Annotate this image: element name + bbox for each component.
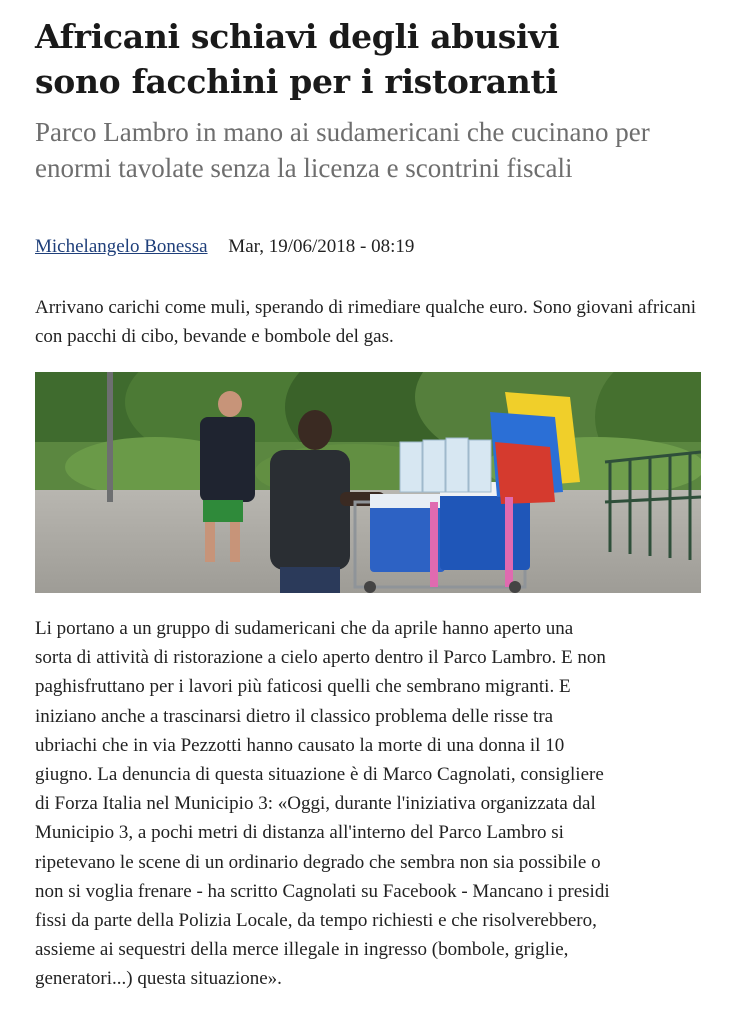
body-line: paghisfruttano per i lavori più faticosi quelli che sembrano migranti. E	[35, 676, 571, 698]
article-body	[35, 614, 715, 994]
body-line: iniziano anche a trascinarsi dietro il classico problema delle risse tra	[35, 705, 554, 727]
body-line: di Forza Italia nel Municipio 3: «Oggi, durante l'iniziativa organizzata dal	[35, 793, 596, 815]
body-line: Li portano a un gruppo di sudamericani che da aprile hanno aperto una	[35, 618, 574, 639]
body-line: non si voglia frenare - ha scritto Cagnolati su Facebook - Mancano i presidi	[35, 880, 610, 902]
author-link[interactable]: Michelangelo Bonessa	[35, 236, 208, 257]
headline	[35, 14, 715, 104]
byline	[35, 236, 715, 258]
headline-line-1: Africani schiavi degli abusivi	[35, 17, 560, 56]
subheadline: Parco Lambro in mano ai sudamericani che cucinano per enormi tavolate senza la licenza e scontrini fiscali	[35, 117, 650, 183]
body-line: Municipio 3, a pochi metri di distanza all'interno del Parco Lambro si	[35, 822, 564, 844]
article-photo	[35, 372, 701, 593]
body-line: ubriachi che in via Pezzotti hanno causato la morte di una donna il 10	[35, 734, 565, 756]
lead-paragraph: Arrivano carichi come muli, sperando di rimediare qualche euro. Sono giovani africani con pacchi di cibo, bevande e bombole del gas.	[35, 297, 697, 347]
body-line: sorta di attività di ristorazione a cielo aperto dentro il Parco Lambro. E non	[35, 647, 606, 669]
body-line: fissi da parte della Polizia Locale, da tempo richiesti e che risolverebbero,	[35, 910, 597, 932]
publish-date: Mar, 19/06/2018 - 08:19	[228, 236, 415, 257]
body-line: assieme ai sequestri della merce illegale in ingresso (bombole, griglie,	[35, 939, 569, 961]
headline-line-2: sono facchini per i ristoranti	[35, 62, 558, 101]
body-line: giugno. La denuncia di questa situazione è di Marco Cagnolati, consigliere	[35, 764, 604, 786]
body-line: generatori...) questa situazione».	[35, 968, 282, 990]
body-line: ripetevano le scene di un ordinario degrado che sembra non sia possibile o	[35, 851, 601, 873]
